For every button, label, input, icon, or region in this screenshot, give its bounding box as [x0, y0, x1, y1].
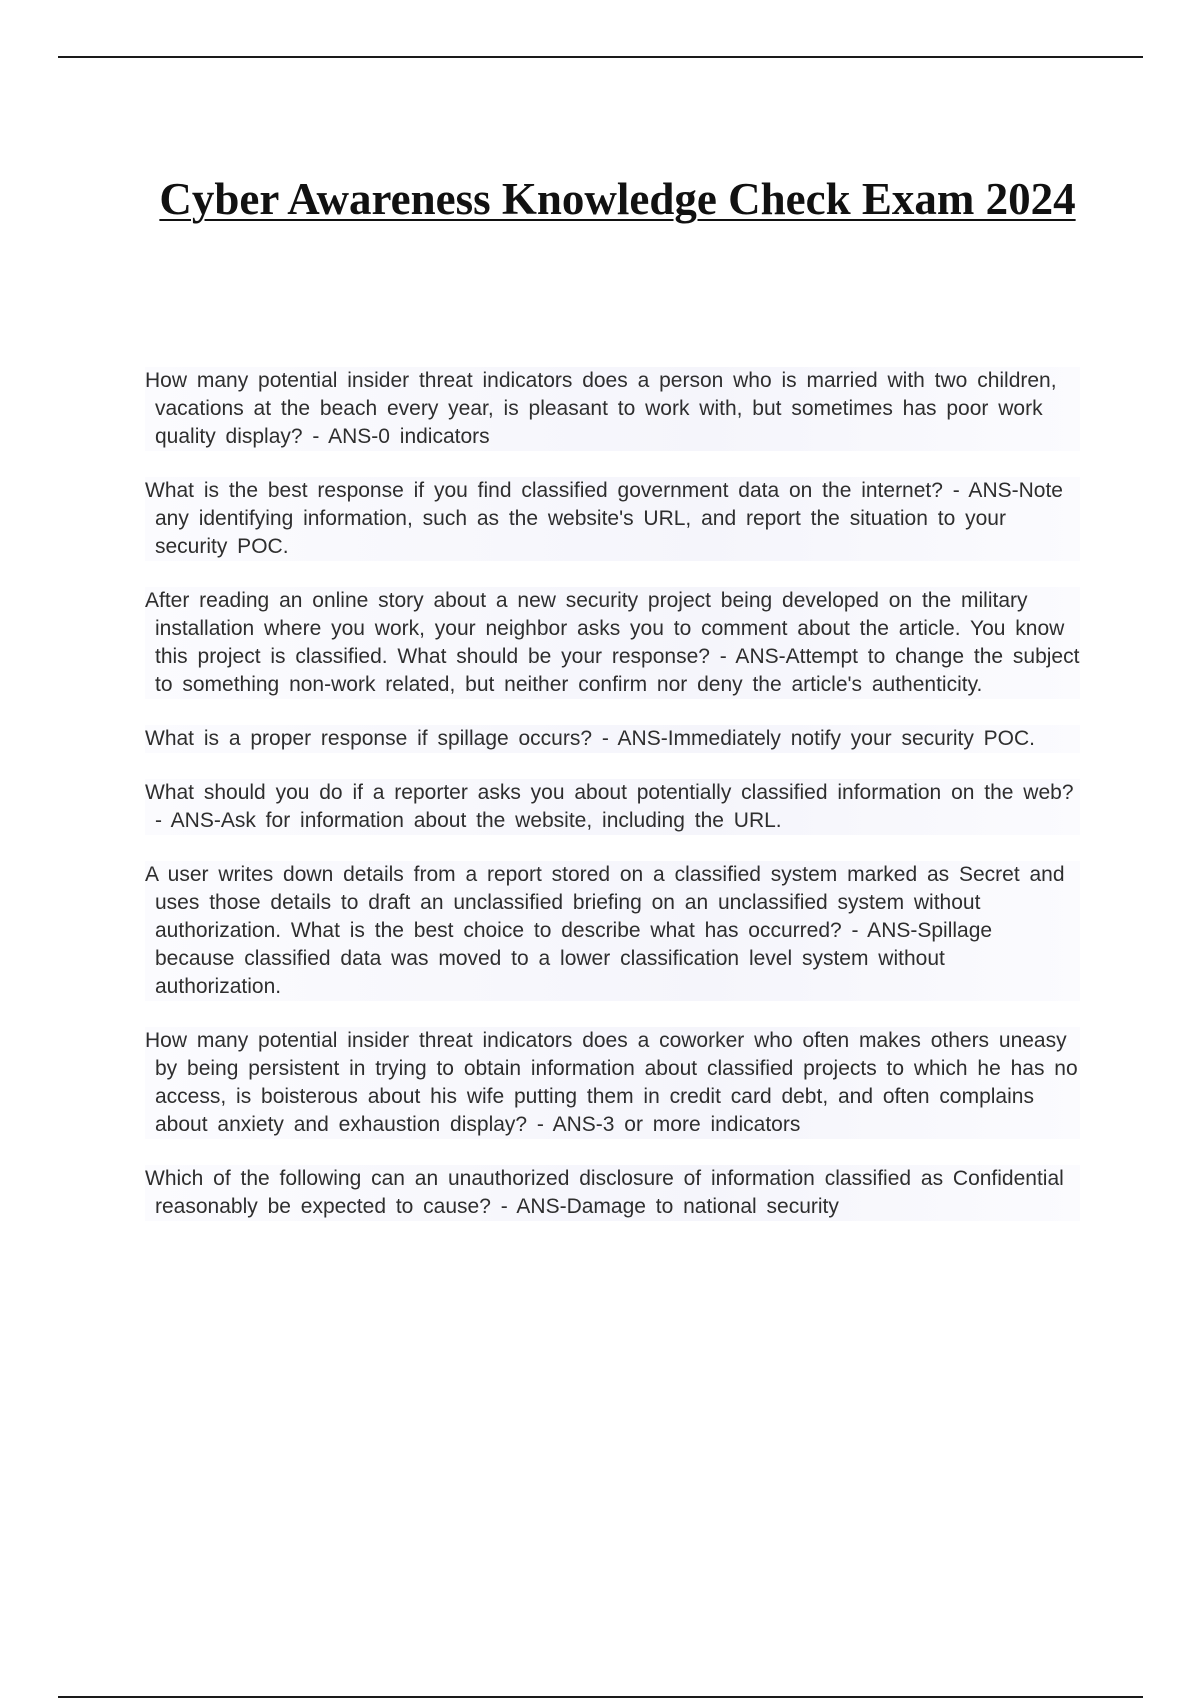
qa-item: How many potential insider threat indicators does a person who is married with two children, vacations at the beach every year, is pleasant to work with, but sometimes has poor work quality display? - ANS-0 indicators	[145, 367, 1080, 451]
qa-item: A user writes down details from a report stored on a classified system marked as Secret and uses those details to draft an unclassified briefing on an unclassified system without authorization. What is the best choice to describe what has occurred? - ANS-Spillage because classified data was moved to a lower classification level system without authorization.	[145, 861, 1080, 1001]
qa-item: After reading an online story about a new security project being developed on the military installation where you work, your neighbor asks you to comment about the article. You know this project is classified. What should be your response? - ANS-Attempt to change the subject to something non-work related, but neither confirm nor deny the article's authenticity.	[145, 587, 1080, 699]
bottom-rule	[58, 1696, 1143, 1698]
page-title: Cyber Awareness Knowledge Check Exam 2024	[159, 174, 1076, 225]
qa-item: How many potential insider threat indicators does a coworker who often makes others uneasy by being persistent in trying to obtain information about classified projects to which he has no access, is boisterous about his wife putting them in credit card debt, and often complains about anxiety and exhaustion display? - ANS-3 or more indicators	[145, 1027, 1080, 1139]
qa-item: What is the best response if you find classified government data on the internet? - ANS-Note any identifying information, such as the website's URL, and report the situation to your security POC.	[145, 477, 1080, 561]
top-rule	[58, 56, 1143, 58]
qa-item: What should you do if a reporter asks you about potentially classified information on the web? - ANS-Ask for information about the website, including the URL.	[145, 779, 1080, 835]
qa-item: What is a proper response if spillage occurs? - ANS-Immediately notify your security POC.	[145, 725, 1080, 753]
qa-item: Which of the following can an unauthorized disclosure of information classified as Confidential reasonably be expected to cause? - ANS-Damage to national security	[145, 1165, 1080, 1221]
qa-list	[145, 367, 1080, 1247]
